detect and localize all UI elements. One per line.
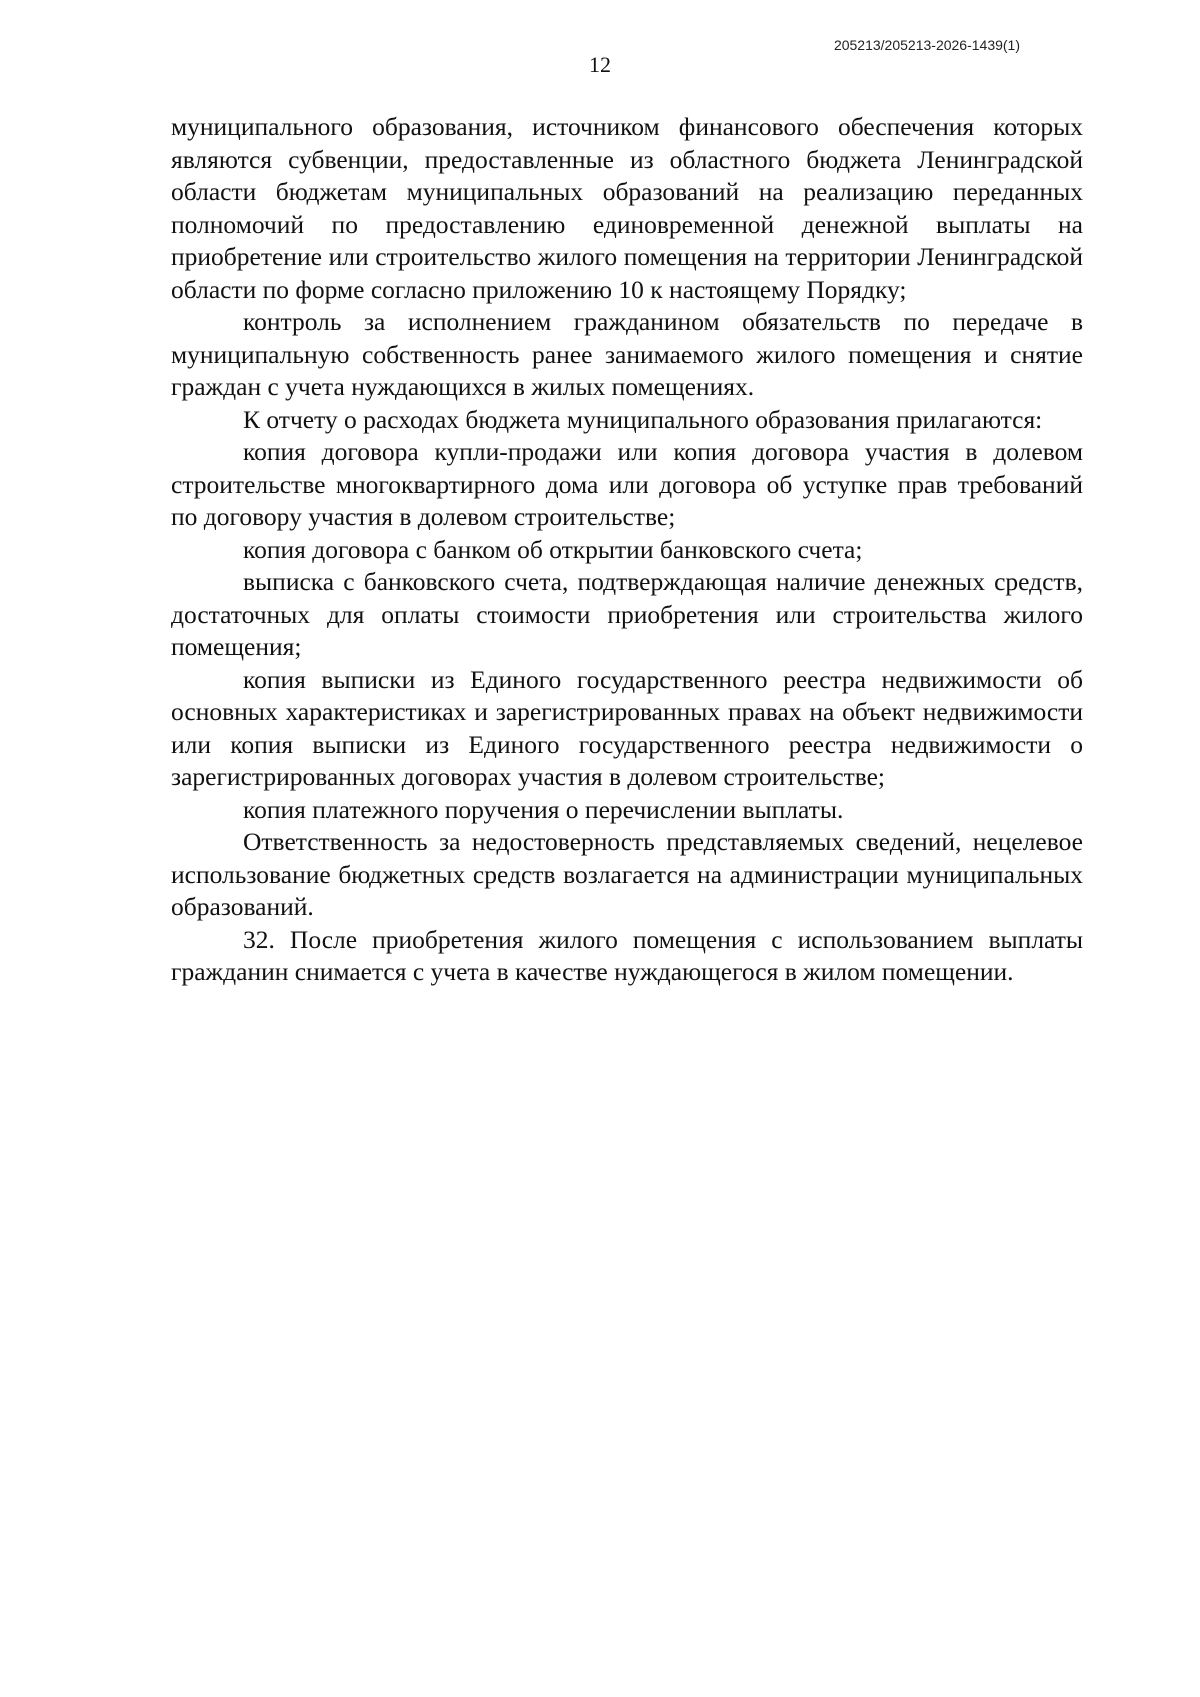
paragraph-responsibility: Ответственность за недостоверность представляемых сведений, нецелевое использование бюджетных средств возлагается на администрации муниципальных образований. — [171, 827, 1083, 921]
paragraph-continuation: муниципального образования, источником финансового обеспечения которых являются субвенции, предоставленные из областного бюджета Ленинградской области бюджетам муниципальных образований на реализацию переданных полномочий по предоставлению единовременной денежной выплаты на приобретение или строительство жилого помещения на территории Ленинградской области по форме согласно приложению 10 к настоящему Порядку; — [171, 112, 1083, 304]
list-item-purchase-contract: копия договора купли-продажи или копия договора участия в долевом строительстве многоквартирного дома или договора об уступке прав требований по договору участия в долевом строительстве; — [171, 437, 1083, 531]
document-id: 205213/205213-2026-1439(1) — [833, 37, 1020, 53]
list-item-bank-statement: выписка с банковского счета, подтверждающая наличие денежных средств, достаточных для оплаты стоимости приобретения или строительства жилого помещения; — [171, 567, 1083, 661]
paragraph-control: контроль за исполнением гражданином обязательств по передаче в муниципальную собственность ранее занимаемого жилого помещения и снятие граждан с учета нуждающихся в жилых помещениях. — [171, 307, 1083, 401]
list-item-bank-contract: копия договора с банком об открытии банковского счета; — [243, 534, 863, 564]
paragraph-attachments-intro: К отчету о расходах бюджета муниципального образования прилагаются: — [243, 404, 1043, 434]
document-body — [171, 111, 1083, 989]
paragraph-32: 32. После приобретения жилого помещения с использованием выплаты гражданин снимается с учета в качестве нуждающегося в жилом помещении. — [171, 924, 1083, 986]
list-item-payment-order: копия платежного поручения о перечислении выплаты. — [243, 794, 844, 824]
page-number: 12 — [589, 52, 611, 77]
list-item-registry-extract: копия выписки из Единого государственного реестра недвижимости об основных характеристиках и зарегистрированных правах на объект недвижимости или копия выписки из Единого государственного реестра недвижимости о зарегистрированных договорах участия в долевом строительстве; — [171, 664, 1083, 791]
